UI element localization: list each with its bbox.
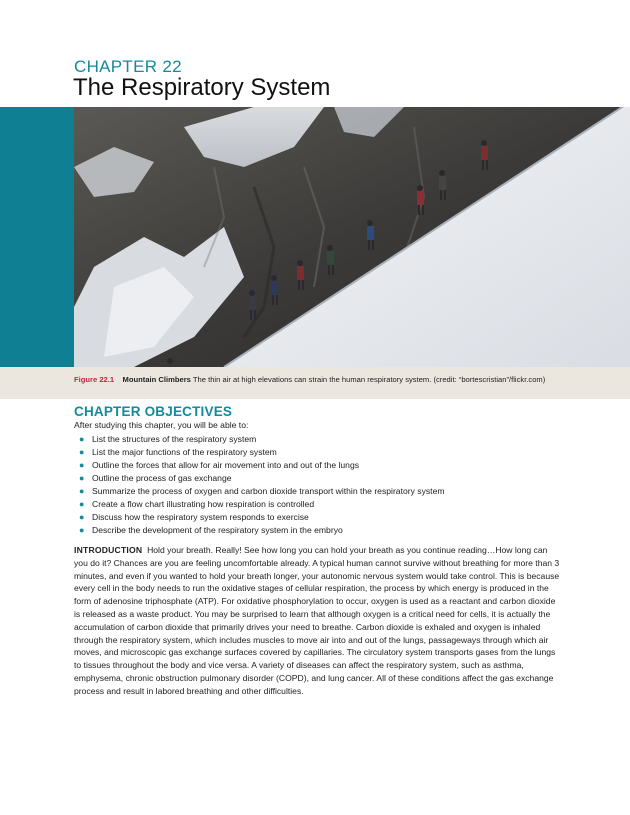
bullet-icon: ● [79,499,85,509]
chapter-title: The Respiratory System [73,74,331,101]
mountain-climbers-photo [74,107,630,367]
figure-caption-text: The thin air at high elevations can strain the human respiratory system. (credit: “bortescristian”/flickr.com) [192,375,546,384]
chapter-label: CHAPTER 22 [74,57,182,76]
figure-label: Figure 22.1 [74,375,115,384]
objectives-heading: CHAPTER OBJECTIVES [74,404,233,419]
bullet-icon: ● [79,473,85,483]
objective-item: ● Outline the process of gas exchange [79,473,232,483]
objectives-list [74,433,445,537]
objective-item: ● Create a flow chart illustrating how respiration is controlled [79,499,315,509]
figure-title: Mountain Climbers [122,375,191,384]
objective-item: ● Discuss how the respiratory system responds to exercise [79,512,309,522]
bullet-icon: ● [79,434,85,444]
introduction-label: INTRODUCTION [74,545,143,555]
introduction-paragraph [74,544,560,698]
figure-caption [74,375,594,385]
teal-accent-band [0,107,74,367]
objective-item: ● Outline the forces that allow for air movement into and out of the lungs [79,460,360,470]
bullet-icon: ● [79,460,85,470]
objective-item: ● List the major functions of the respiratory system [79,447,277,457]
objective-item: ● Summarize the process of oxygen and carbon dioxide transport within the respiratory system [79,486,445,496]
objective-item: ● Describe the development of the respiratory system in the embryo [79,525,343,535]
objective-item: ● List the structures of the respiratory system [79,434,257,444]
bullet-icon: ● [79,486,85,496]
bullet-icon: ● [79,512,85,522]
bullet-icon: ● [79,447,85,457]
objectives-intro: After studying this chapter, you will be able to: [74,420,249,430]
bullet-icon: ● [79,525,85,535]
introduction-text: Hold your breath. Really! See how long you can hold your breath as you continue reading…How long can you do it? Chances are you are feeling uncomfortable already. A typical human cannot survive without breathing for more than 3 minutes, and even if you wanted to hold your breath longer, your autonomic nervous system would take control. This is because every cell in the body needs to run the oxidative stages of cellular respiration, the process by which energy is produced in the form of adenosine triphosphate (ATP). For oxidative phosphorylation to occur, oxygen is used as a reactant and carbon dioxide is released as a waste product. You may be surprised to learn that although oxygen is a critical need for cells, it is actually the accumulation of carbon dioxide that primarily drives your need to breathe. Carbon dioxide is exhaled and oxygen is inhaled through the respiratory system, which includes muscles to move air into and out of the lungs, passageways through which air moves, and microscopic gas exchange surfaces covered by capillaries. The circulatory system transports gases from the lungs to tissues throughout the body and vice versa. A variety of diseases can affect the respiratory system, such as asthma, emphysema, chronic obstruction pulmonary disorder (COPD), and lung cancer. All of these conditions affect the gas exchange process and result in labored breathing and other difficulties. [74,545,560,696]
